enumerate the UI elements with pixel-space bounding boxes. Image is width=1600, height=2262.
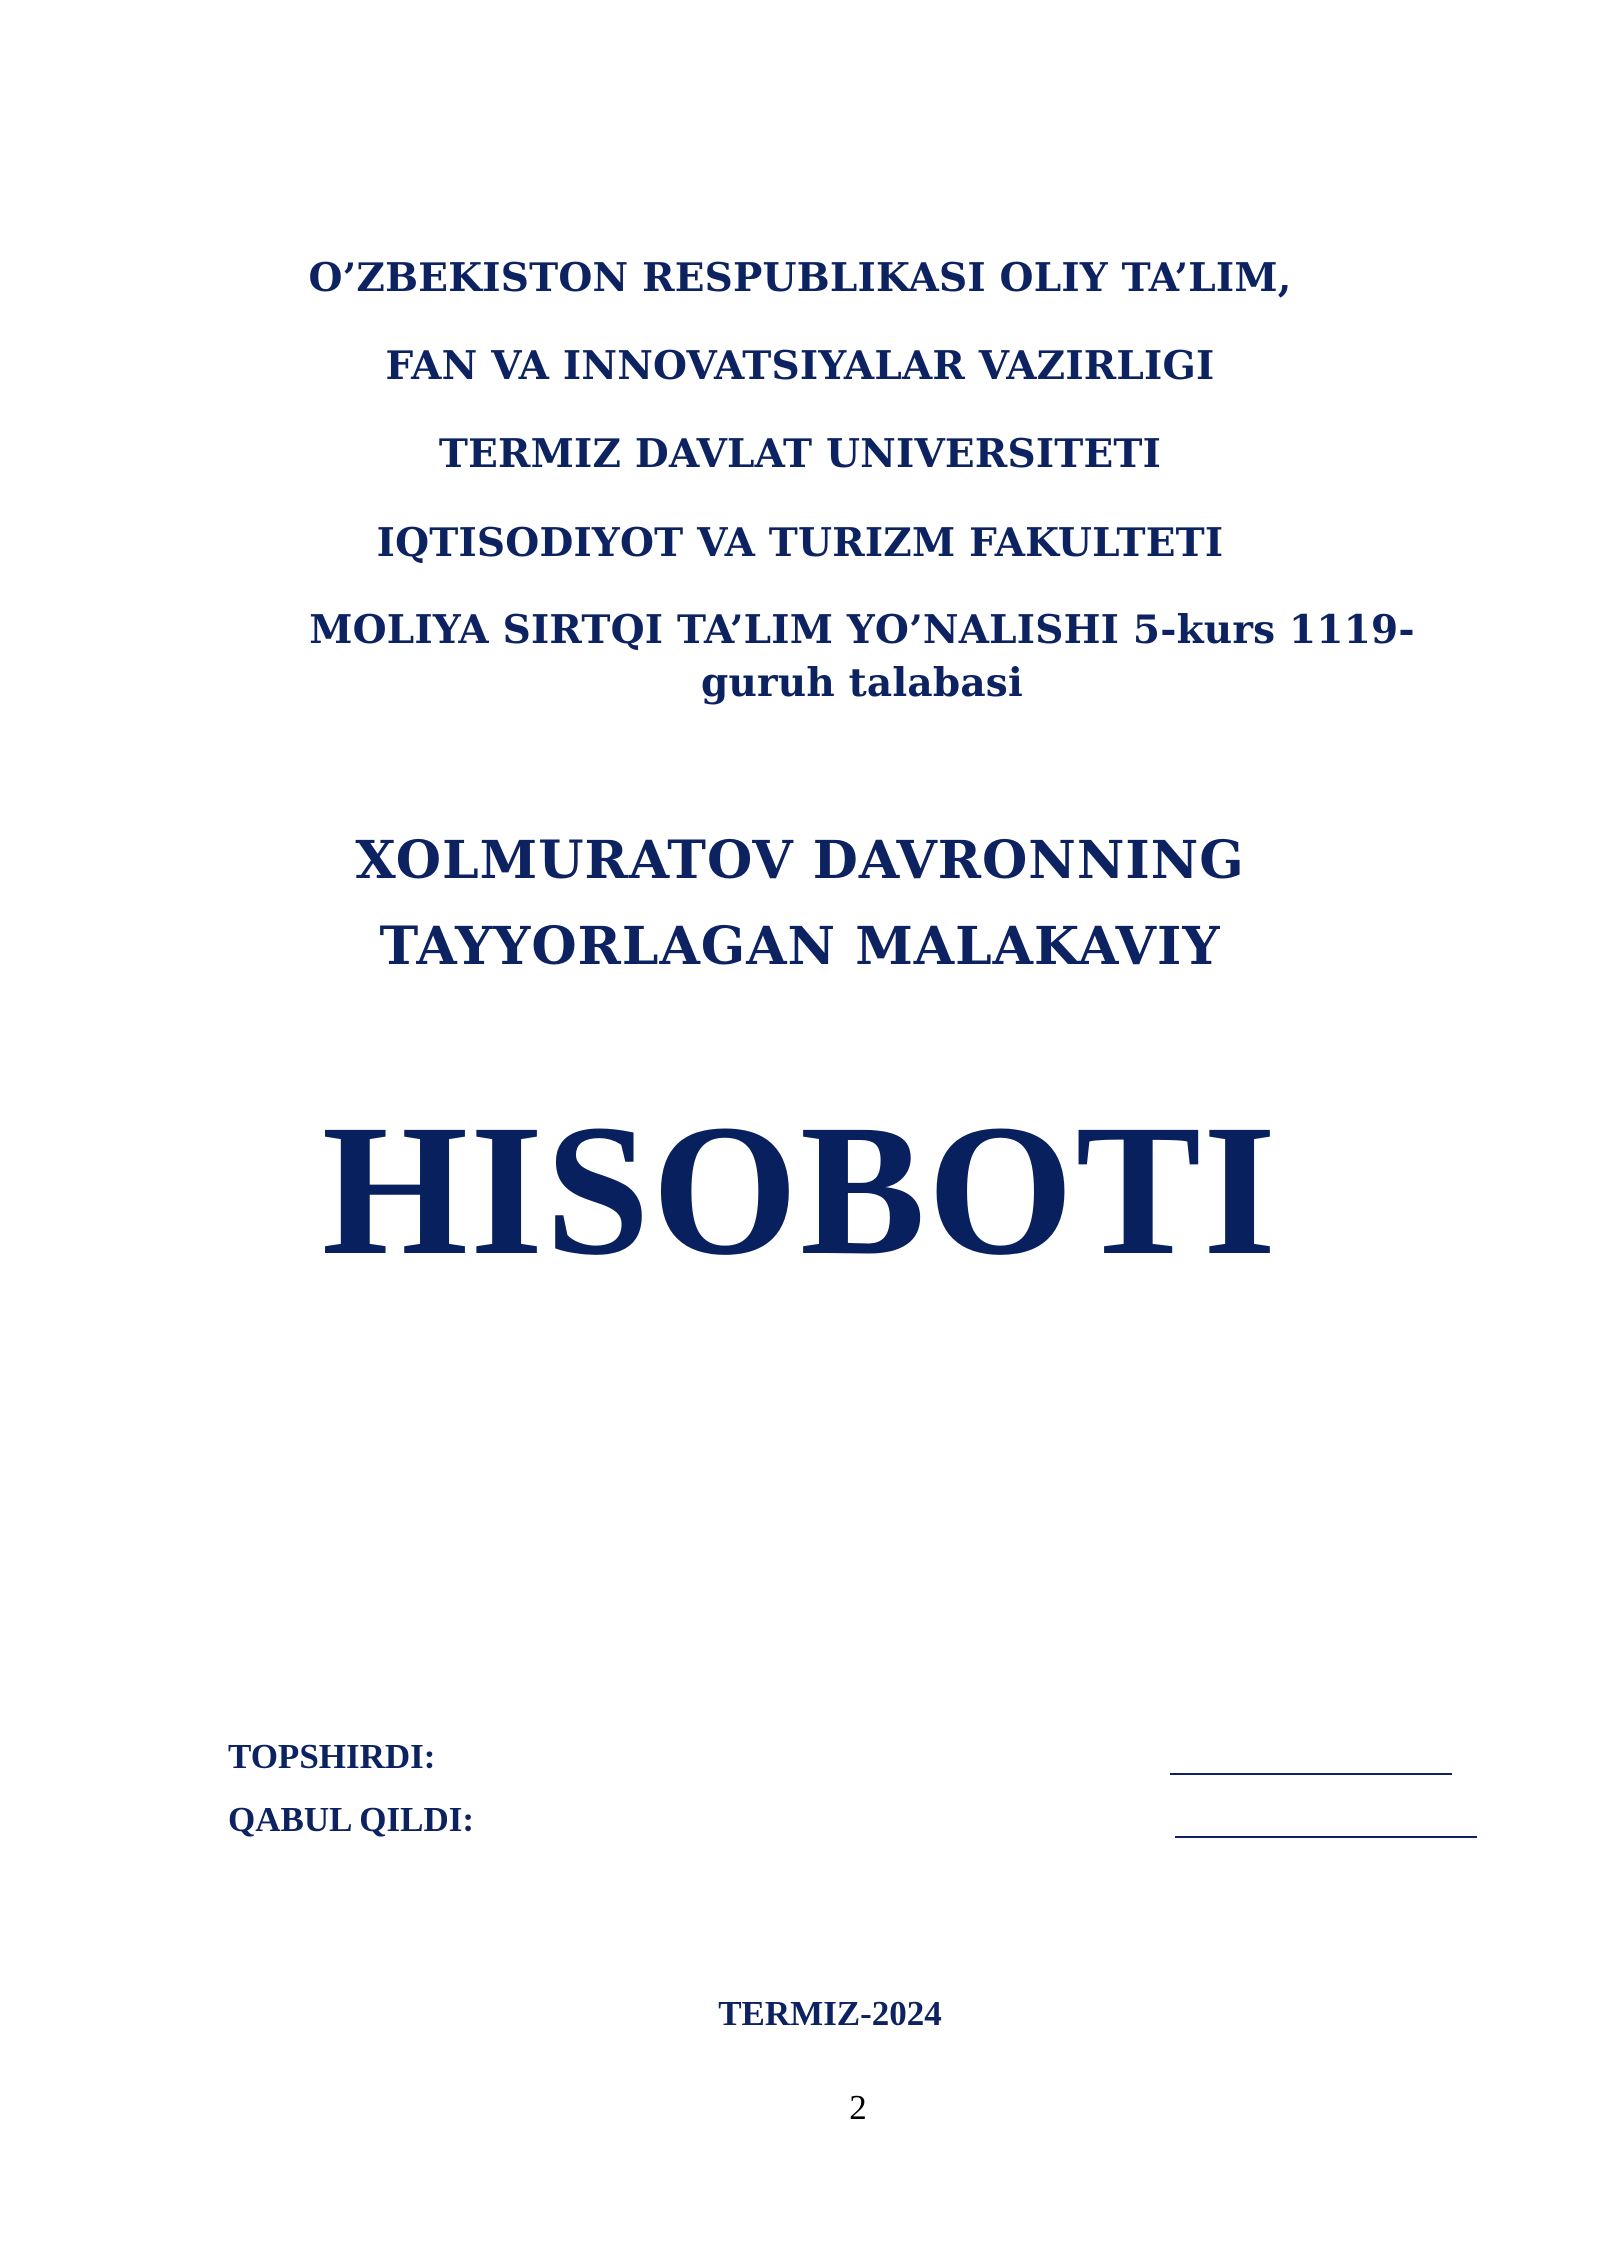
author-name-line: XOLMURATOV DAVRONNING xyxy=(355,830,1245,891)
submitted-by-label: TOPSHIRDI: xyxy=(228,1737,436,1776)
submitted-by-signature-line xyxy=(1170,1773,1452,1775)
ministry-line-1: O’ZBEKISTON RESPUBLIKASI OLIY TA’LIM, xyxy=(308,255,1292,301)
accepted-by-label: QABUL QILDI: xyxy=(228,1800,475,1839)
report-type-line: TAYYORLAGAN MALAKAVIY xyxy=(379,916,1221,977)
city-year: TERMIZ-2024 xyxy=(718,1994,942,2033)
author-block xyxy=(0,818,1600,990)
document-title: HISOBOTI xyxy=(321,1085,1279,1294)
accepted-by-signature-line xyxy=(1175,1836,1477,1838)
faculty-name: IQTISODIYOT VA TURIZM FAKULTETI xyxy=(376,520,1224,566)
page-number: 2 xyxy=(849,2088,867,2127)
ministry-line-2: FAN VA INNOVATSIYALAR VAZIRLIGI xyxy=(385,343,1215,389)
university-name: TERMIZ DAVLAT UNIVERSITETI xyxy=(438,431,1162,477)
student-program-line: MOLIYA SIRTQI TA’LIM YO’NALISHI 5-kurs 1119-guruh talabasi xyxy=(309,607,1415,706)
